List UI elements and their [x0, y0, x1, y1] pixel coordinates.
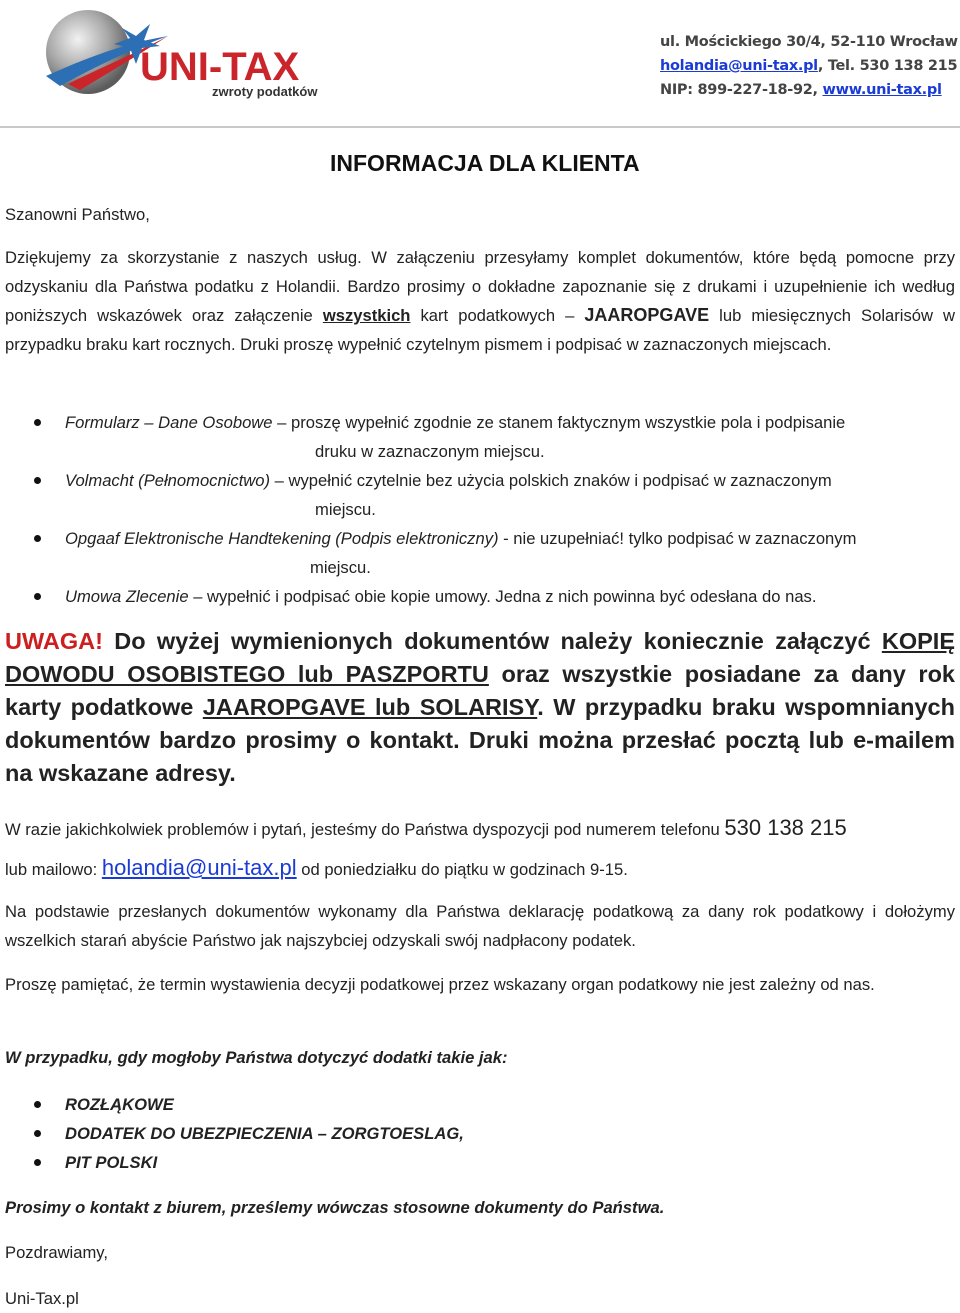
document-instruction-cont: miejscu. — [315, 500, 376, 519]
list-item — [65, 1148, 955, 1177]
page-title: INFORMACJA DLA KLIENTA — [330, 150, 640, 176]
header-website-link[interactable]: www.uni-tax.pl — [822, 82, 942, 98]
warning-id-required: KOPIĘ DOWODU OSOBISTEGO lub PASZPORTU — [5, 628, 955, 687]
intro-emphasis-all: wszystkich — [322, 306, 411, 325]
list-item — [65, 408, 955, 466]
header-nip: NIP: 899-227-18-92, — [660, 82, 823, 98]
header-divider — [0, 126, 960, 128]
contact-text-2: lub mailowo: — [5, 860, 102, 879]
logo-tagline: zwroty podatków — [212, 84, 318, 99]
document-name: Opgaaf Elektronische Handtekening (Podpis elektroniczny) — [65, 529, 499, 548]
benefits-intro: W przypadku, gdy mogłoby Państwa dotyczyć dodatki takie jak: — [5, 1048, 508, 1067]
separator: – — [272, 413, 291, 432]
document-instruction: nie uzupełniać! tylko podpisać w zaznaczonym — [513, 529, 857, 548]
document-instruction: wypełnić i podpisać obie kopie umowy. Jedna z nich powinna być odesłana do nas. — [207, 587, 817, 606]
warning-label: UWAGA! — [5, 628, 103, 654]
document-instruction-cont: druku w zaznaczonym miejscu. — [315, 442, 545, 461]
separator: – — [188, 587, 208, 606]
contact-text-1: W razie jakichkolwiek problemów i pytań, jesteśmy do Państwa dyspozycji pod numerem telefonu — [5, 820, 725, 839]
intro-paragraph — [5, 243, 955, 359]
contact-phone: 530 138 215 — [724, 815, 847, 840]
logo-graphic — [40, 6, 340, 106]
bullet-icon — [34, 1130, 41, 1137]
bullet-icon — [34, 593, 41, 600]
greeting: Szanowni Państwo, — [5, 205, 150, 224]
separator: – — [270, 471, 289, 490]
intro-text-2: kart podatkowych – — [410, 306, 585, 325]
warning-tax-cards: JAAROPGAVE lub SOLARISY — [202, 694, 538, 720]
bullet-icon — [34, 535, 41, 542]
document-name: Formularz – Dane Osobowe — [65, 413, 273, 432]
benefit-label: ROZŁĄKOWE — [65, 1095, 174, 1114]
document-instruction-cont: miejscu. — [310, 558, 371, 577]
contact-paragraph — [5, 809, 955, 889]
list-item — [65, 1090, 955, 1119]
benefit-label: DODATEK DO UBEZPIECZENIA – ZORGTOESLAG, — [65, 1124, 464, 1143]
separator: - — [498, 529, 514, 548]
warning-text-3: . W przypadku braku wspomnianych dokumentów bardzo prosimy o kontakt. Druki można przesłać pocztą lub e-mailem na wskazane adresy. — [5, 694, 955, 786]
bullet-icon — [34, 419, 41, 426]
closing-note: Prosimy o kontakt z biurem, prześlemy wówczas stosowne dokumenty do Państwa. — [5, 1198, 665, 1217]
bullet-icon — [34, 477, 41, 484]
list-item — [65, 524, 955, 582]
document-instruction: proszę wypełnić zgodnie ze stanem faktycznym wszystkie pola i podpisanie — [290, 413, 846, 432]
documents-list — [65, 408, 955, 611]
term-paragraph: Proszę pamiętać, że termin wystawienia decyzji podatkowej przez wskazany organ podatkowy nie jest zależny od nas. — [5, 975, 875, 994]
logo-brand: UNI-TAX — [140, 45, 300, 89]
header-phone: , Tel. 530 138 215 — [817, 58, 958, 74]
list-item — [65, 466, 955, 524]
list-item — [65, 1119, 955, 1148]
warning-text-2: oraz wszystkie posiadane za dany rok karty podatkowe — [5, 661, 955, 720]
header-email-link[interactable]: holandia@uni-tax.pl — [660, 58, 818, 74]
intro-text-1: Dziękujemy za skorzystanie z naszych usług. W załączeniu przesyłamy komplet dokumentów, które będą pomocne przy odzyskaniu dla Państwa podatku z Holandii. Bardzo prosimy o dokładne zapoznanie się z drukami i uzupełnienie ich według poniższych wskazówek oraz załączenie — [5, 248, 955, 325]
warning-paragraph — [5, 625, 955, 790]
contact-email-link[interactable]: holandia@uni-tax.pl — [101, 855, 297, 880]
intro-text-3: lub miesięcznych Solarisów w przypadku braku kart rocznych. Druki proszę wypełnić czytelnym pismem i podpisać w zaznaczonych miejscach. — [5, 306, 955, 354]
document-name: Volmacht (Pełnomocnictwo) — [65, 471, 271, 490]
benefits-list — [65, 1090, 955, 1177]
list-item — [65, 582, 955, 611]
header-nip-line — [660, 82, 942, 98]
declaration-paragraph: Na podstawie przesłanych dokumentów wykonamy dla Państwa deklarację podatkową za dany rok podatkowy i dołożymy wszelkich starań abyście Państwo jak najszybciej odzyskali swój nadpłacony podatek. — [5, 902, 955, 950]
bullet-icon — [34, 1159, 41, 1166]
document-name: Umowa Zlecenie — [65, 587, 189, 606]
regards: Pozdrawiamy, — [5, 1243, 108, 1262]
document-instruction: wypełnić czytelnie bez użycia polskich znaków i podpisać w zaznaczonym — [288, 471, 832, 490]
header-address: ul. Mościckiego 30/4, 52-110 Wrocław — [660, 34, 958, 50]
bullet-icon — [34, 1101, 41, 1108]
company-logo — [40, 6, 340, 106]
warning-text-1: Do wyżej wymienionych dokumentów należy koniecznie załączyć — [102, 628, 882, 654]
contact-text-3: od poniedziałku do piątku w godzinach 9-15. — [296, 860, 628, 879]
intro-jaaropgave: JAAROPGAVE — [584, 305, 710, 325]
signature: Uni-Tax.pl — [5, 1289, 79, 1308]
benefit-label: PIT POLSKI — [65, 1153, 158, 1172]
header-contact-line — [660, 58, 957, 74]
